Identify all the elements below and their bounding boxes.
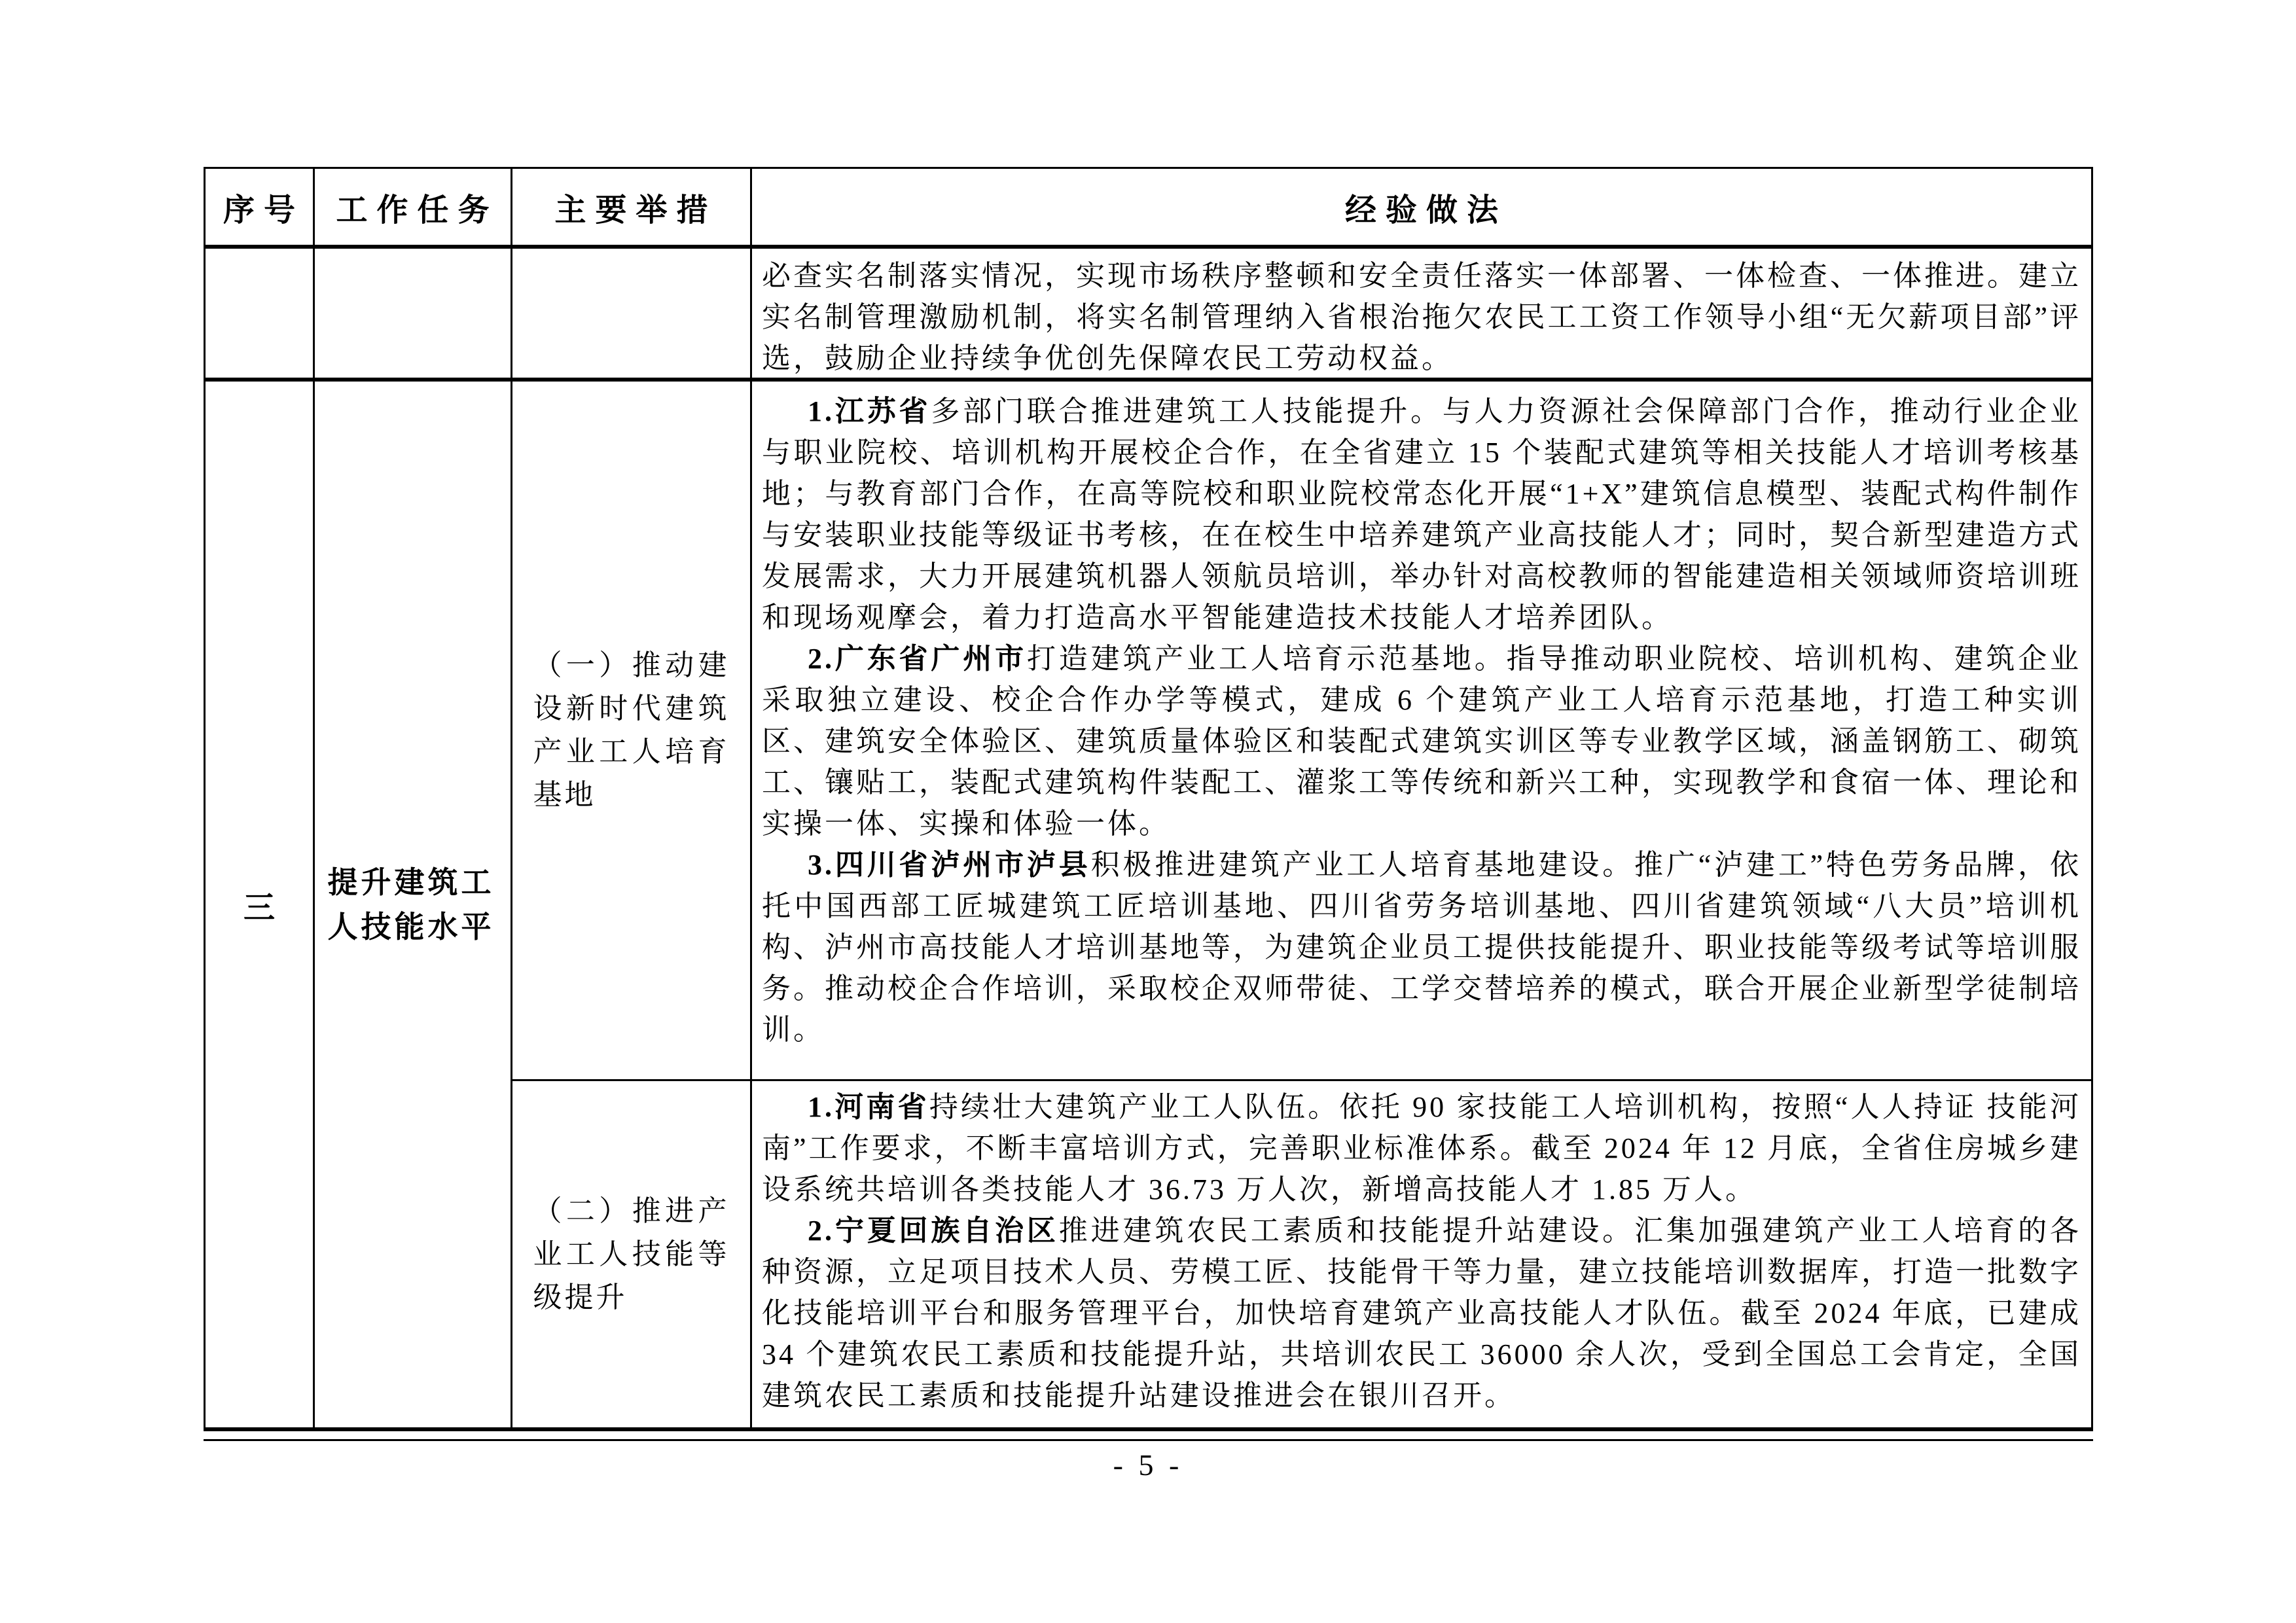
measure-label-2: （二）推进产业工人技能等级提升: [533, 1194, 730, 1313]
carryover-task-empty: [315, 249, 512, 382]
task-cell: [315, 382, 512, 1427]
serial-cell: 三: [206, 382, 315, 1427]
practice-text: 积极推进建筑产业工人培育基地建设。推广“泸建工”特色劳务品牌，依托中国西部工匠城建筑工匠培训基地、四川省劳务培训基地、四川省建筑领域“八大员”培训机构、泸州市高技能人才培训基地等，为建筑企业员工提供技能提升、职业技能等级考试等培训服务。推动校企合作培训，采取校企双师带徒、工学交替培养的模式，联合开展企业新型学徒制培训。: [762, 849, 2081, 1046]
practices-cell-1: [752, 382, 2091, 1081]
carryover-measure-empty: [512, 249, 752, 382]
page-number: - 5 -: [1113, 1448, 1183, 1482]
header-serial: 序号: [206, 169, 315, 249]
header-practices: 经验做法: [752, 169, 2091, 249]
practice-text: 多部门联合推进建筑工人技能提升。与人力资源社会保障部门合作，推动行业企业与职业院校、培训机构开展校企合作，在全省建立 15 个装配式建筑等相关技能人才培训考核基地；与教育部门合作，在高等院校和职业院校常态化开展“1+X”建筑信息模型、装配式构件制作与安装职业技能等级证书考核，在在校生中培养建筑产业高技能人才；同时，契合新型建造方式发展需求，大力开展建筑机器人领航员培训，举办针对高校教师的智能建造相关领域师资培训班和现场观摩会，着力打造高水平智能建造技术技能人才培养团队。: [762, 395, 2082, 633]
practice-text: 推进建筑农民工素质和技能提升站建设。汇集加强建筑产业工人培育的各种资源，立足项目技术人员、劳模工匠、技能骨干等力量，建立技能培训数据库，打造一批数字化技能培训平台和服务管理平台，加快培育建筑产业高技能人才队伍。截至 2024 年底，已建成 34 个建筑农民工素质和技能提升站，共培训农民工 36000 余人次，受到全国总工会肯定，全国建筑农民工素质和技能提升站建设推进会在银川召开。: [762, 1215, 2082, 1412]
practice-lead: 3.四川省泸州市泸县: [808, 849, 1091, 881]
practice-lead: 1.江苏省: [808, 395, 931, 427]
measure-cell-1: [512, 382, 752, 1081]
carryover-serial-empty: [206, 249, 315, 382]
practice-lead: 2.广东省广州市: [808, 643, 1027, 675]
table-bottom-rule: [204, 1439, 2093, 1441]
practice-paragraph: [762, 1210, 2081, 1416]
header-task: 工作任务: [315, 169, 512, 249]
carryover-practices-cell: [752, 249, 2091, 382]
practice-paragraph: [762, 391, 2081, 638]
header-measures: 主要举措: [512, 169, 752, 249]
practice-paragraph: [762, 638, 2081, 844]
practice-lead: 1.河南省: [808, 1091, 929, 1123]
practice-paragraph: [762, 844, 2081, 1050]
practice-lead: 2.宁夏回族自治区: [808, 1215, 1059, 1247]
measure-cell-2: [512, 1081, 752, 1427]
carryover-paragraph: 必查实名制落实情况，实现市场秩序整顿和安全责任落实一体部署、一体检查、一体推进。建立实名制管理激励机制，将实名制管理纳入省根治拖欠农民工工资工作领导小组“无欠薪项目部”评选，鼓励企业持续争优创先保障农民工劳动权益。: [762, 260, 2081, 374]
work-task-table: [204, 167, 2093, 1431]
measure-label-1: （一）推动建设新时代建筑产业工人培育基地: [533, 649, 730, 811]
practice-text: 打造建筑产业工人培育示范基地。指导推动职业院校、培训机构、建筑企业采取独立建设、校企合作办学等模式，建成 6 个建筑产业工人培育示范基地，打造工种实训区、建筑安全体验区、建筑质量体验区和装配式建筑实训区等专业教学区域，涵盖钢筋工、砌筑工、镶贴工，装配式建筑构件装配工、灌浆工等传统和新兴工种，实现教学和食宿一体、理论和实操一体、实操和体验一体。: [762, 643, 2082, 840]
task-label: 提升建筑工人技能水平: [327, 865, 495, 944]
practice-text: 持续壮大建筑产业工人队伍。依托 90 家技能工人培训机构，按照“人人持证 技能河南”工作要求，不断丰富培训方式，完善职业标准体系。截至 2024 年 12 月底，全省住房城乡建设系统共培训各类技能人才 36.73 万人次，新增高技能人才 1.85 万人。: [762, 1091, 2081, 1205]
practices-cell-2: [752, 1081, 2091, 1427]
practice-paragraph: [762, 1086, 2081, 1210]
